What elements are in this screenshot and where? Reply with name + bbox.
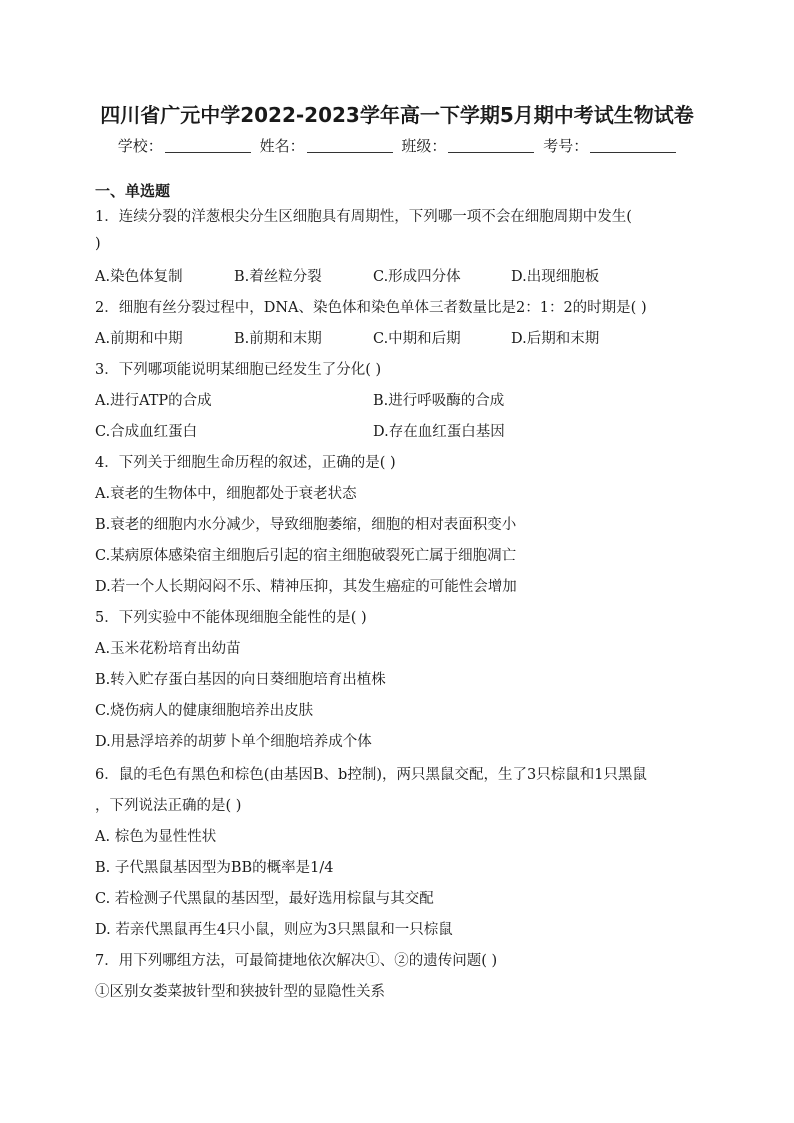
- q1-option-c: C.形成四分体: [373, 269, 461, 285]
- q3-option-d: D.存在血红蛋白基因: [373, 424, 505, 440]
- section-title: 一、单选题: [95, 182, 171, 200]
- q6-option-b: B. 子代黑鼠基因型为BB的概率是1/4: [95, 860, 334, 876]
- q5-option-c: C.烧伤病人的健康细胞培养出皮肤: [95, 703, 314, 719]
- q7-item-1: ①区别女娄菜披针型和狭披针型的显隐性关系: [95, 984, 385, 1000]
- q2-stem: 2．细胞有丝分裂过程中，DNA、染色体和染色单体三者数量比是2：1：2的时期是( ): [95, 300, 647, 316]
- name-label: 姓名：: [259, 137, 305, 155]
- q2-option-c: C.中期和后期: [373, 331, 461, 347]
- q3-stem: 3．下列哪项能说明某细胞已经发生了分化( ): [95, 362, 382, 378]
- q6-option-c: C. 若检测子代黑鼠的基因型，最好选用棕鼠与其交配: [95, 891, 434, 907]
- q6-stem-line2: ，下列说法正确的是( ): [95, 798, 242, 814]
- q6-option-d: D. 若亲代黑鼠再生4只小鼠，则应为3只黑鼠和一只棕鼠: [95, 922, 453, 938]
- q6-option-a: A. 棕色为显性性状: [95, 829, 217, 845]
- q3-option-b: B.进行呼吸酶的合成: [373, 393, 505, 409]
- school-label: 学校：: [117, 137, 163, 155]
- q1-option-a: A.染色体复制: [95, 269, 183, 285]
- q4-option-d: D.若一个人长期闷闷不乐、精神压抑，其发生癌症的可能性会增加: [95, 579, 517, 595]
- number-label: 考号：: [543, 137, 589, 155]
- q1-stem-line2: ): [95, 236, 101, 252]
- page-title: 四川省广元中学2022-2023学年高一下学期5月期中考试生物试卷: [100, 103, 694, 127]
- q5-stem: 5．下列实验中不能体现细胞全能性的是( ): [95, 610, 367, 626]
- q2-option-b: B.前期和末期: [234, 331, 322, 347]
- q7-stem: 7．用下列哪组方法，可最简捷地依次解决①、②的遗传问题( ): [95, 953, 498, 969]
- q5-option-d: D.用悬浮培养的胡萝卜单个细胞培养成个体: [95, 734, 372, 750]
- student-info-row: [0, 135, 794, 156]
- number-blank: [590, 140, 676, 153]
- q5-option-b: B.转入贮存蛋白基因的向日葵细胞培育出植株: [95, 672, 386, 688]
- q3-option-a: A.进行ATP的合成: [95, 393, 212, 409]
- q4-option-b: B.衰老的细胞内水分减少，导致细胞萎缩，细胞的相对表面积变小: [95, 517, 517, 533]
- q2-option-d: D.后期和末期: [511, 331, 600, 347]
- q4-stem: 4．下列关于细胞生命历程的叙述，正确的是( ): [95, 455, 396, 471]
- q4-option-c: C.某病原体感染宿主细胞后引起的宿主细胞破裂死亡属于细胞凋亡: [95, 548, 517, 564]
- q3-option-c: C.合成血红蛋白: [95, 424, 198, 440]
- q2-option-a: A.前期和中期: [95, 331, 183, 347]
- q6-stem-line1: 6．鼠的毛色有黑色和棕色(由基因B、b控制)，两只黑鼠交配，生了3只棕鼠和1只黑鼠: [95, 767, 647, 783]
- q1-option-b: B.着丝粒分裂: [234, 269, 322, 285]
- q4-option-a: A.衰老的生物体中，细胞都处于衰老状态: [95, 486, 357, 502]
- q1-option-d: D.出现细胞板: [511, 269, 600, 285]
- q1-stem-line1: 1．连续分裂的洋葱根尖分生区细胞具有周期性，下列哪一项不会在细胞周期中发生(: [95, 209, 632, 225]
- school-blank: [165, 140, 251, 153]
- name-blank: [307, 140, 393, 153]
- q5-option-a: A.玉米花粉培育出幼苗: [95, 641, 241, 657]
- class-blank: [448, 140, 534, 153]
- class-label: 班级：: [401, 137, 447, 155]
